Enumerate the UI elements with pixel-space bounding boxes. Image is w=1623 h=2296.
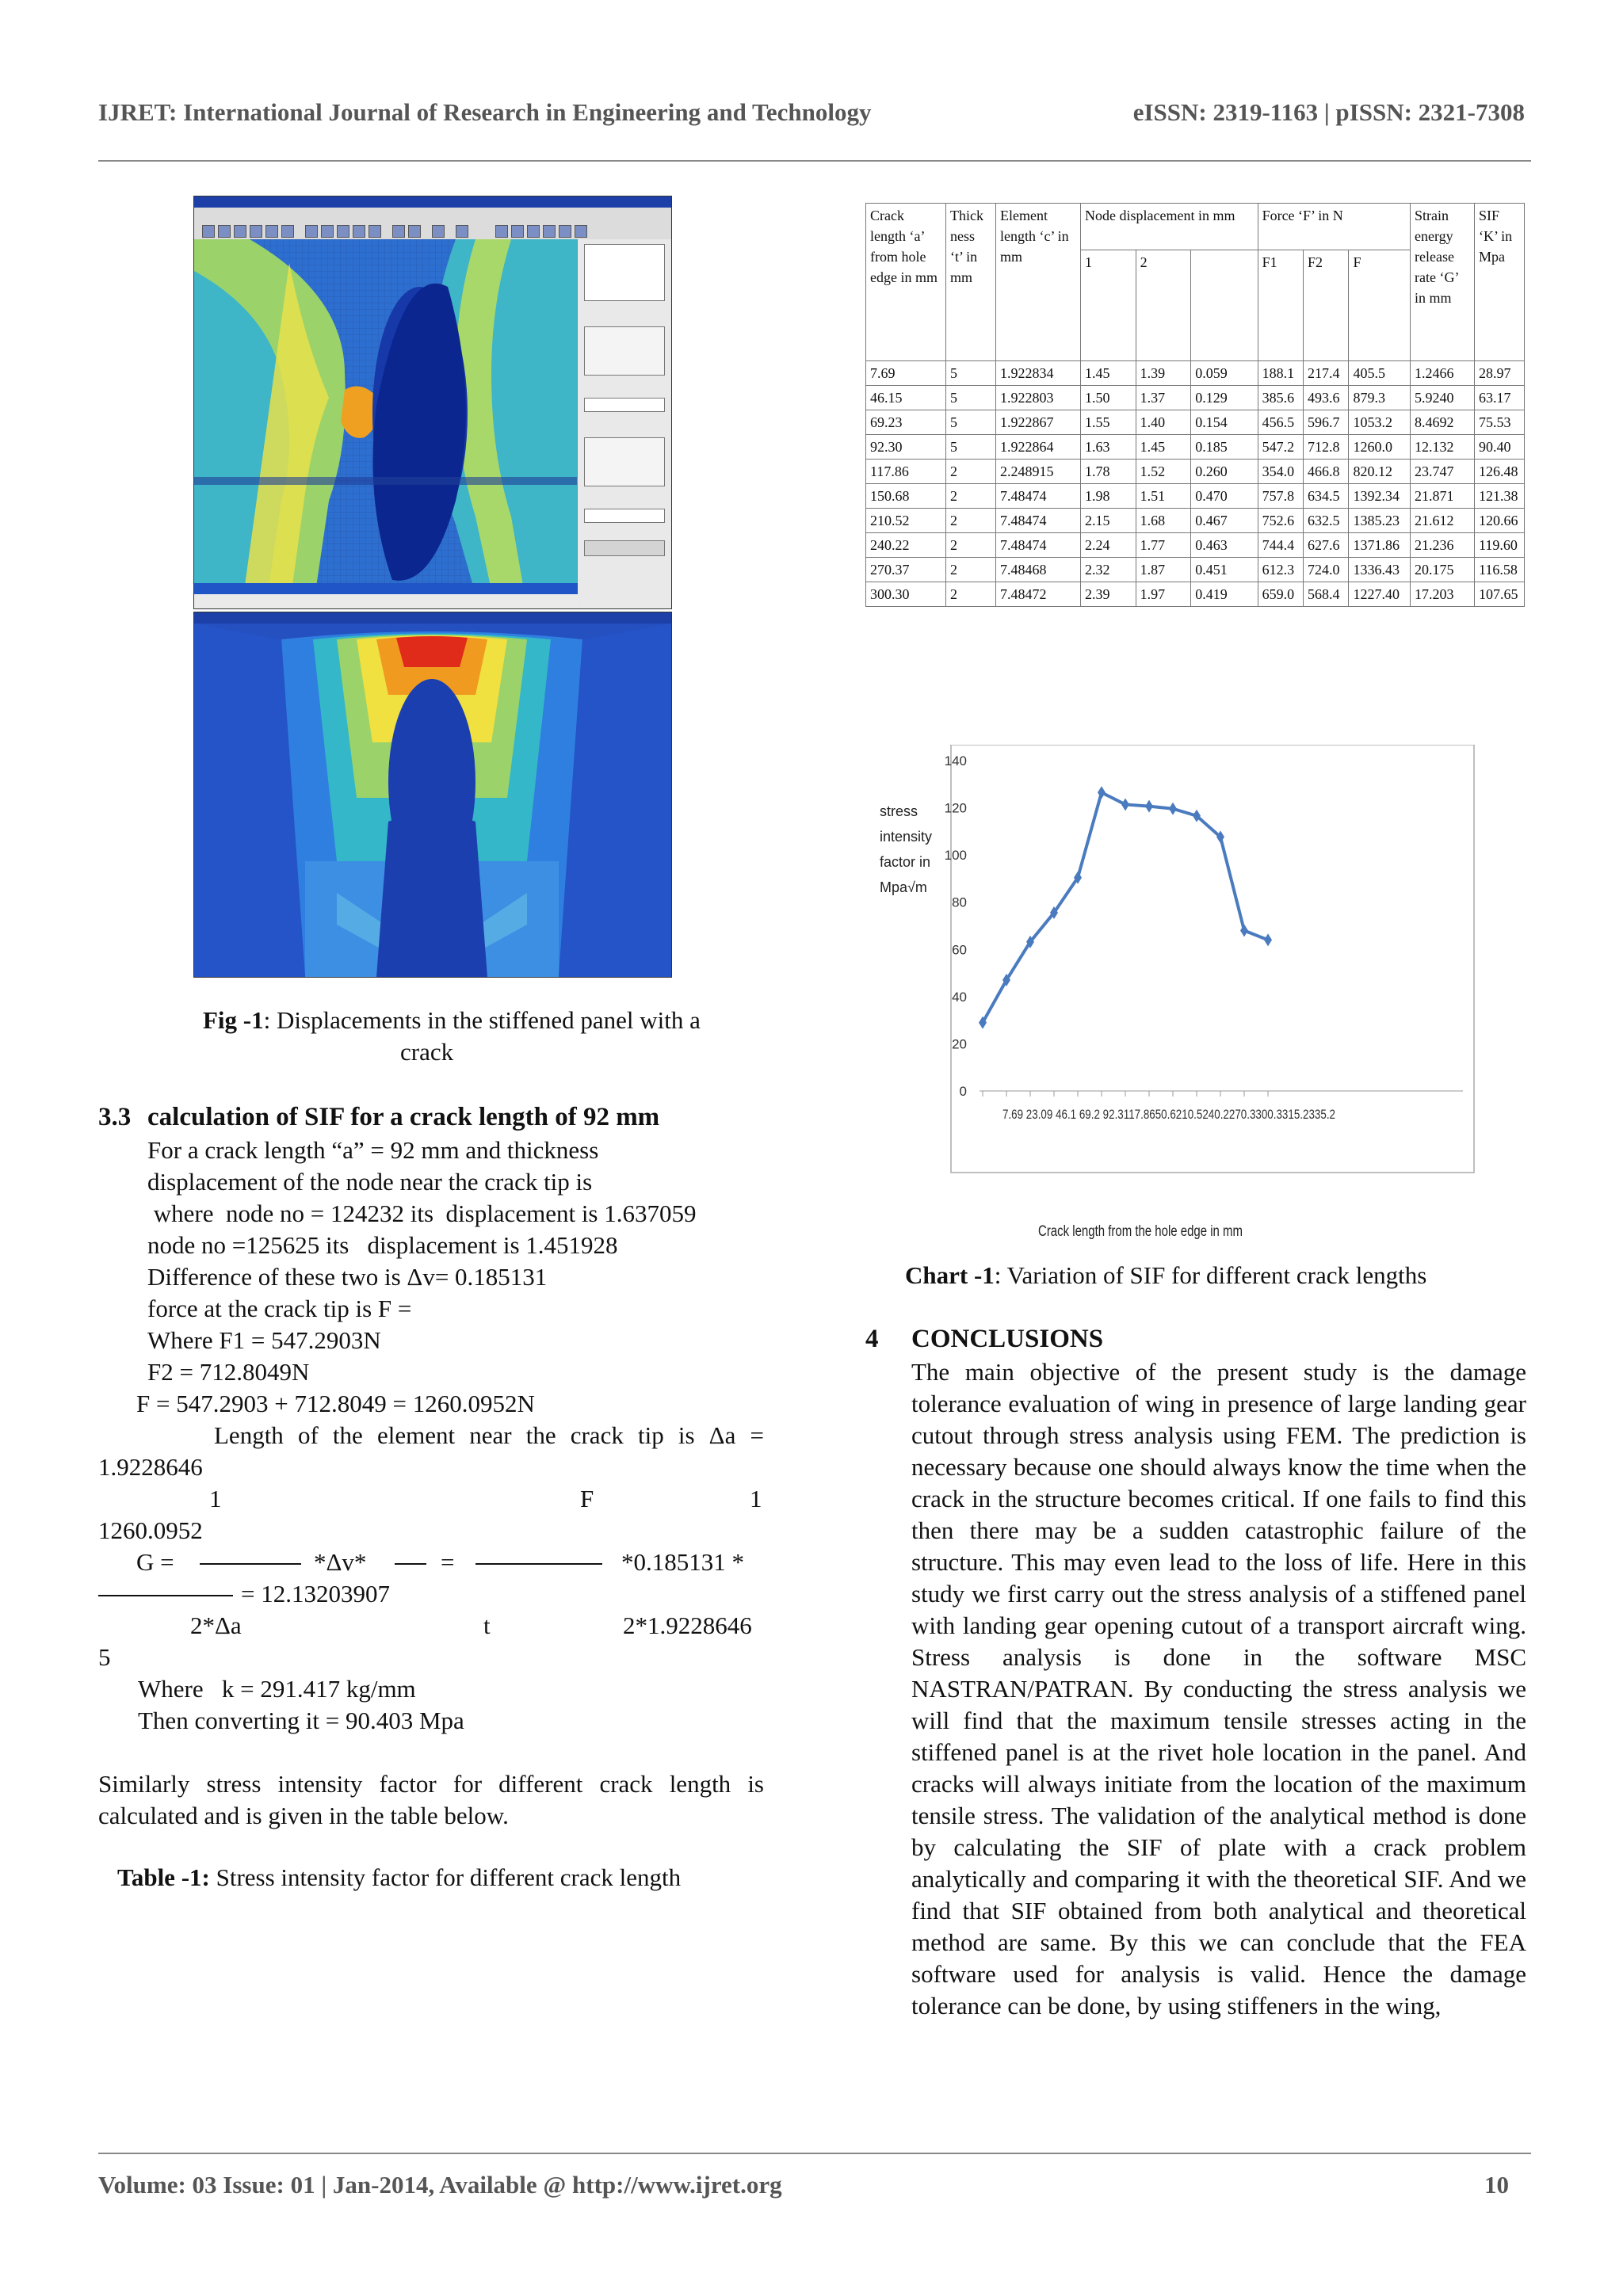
col-thickness: Thick ness ‘t’ in mm bbox=[946, 204, 996, 361]
table-cell: 300.30 bbox=[866, 582, 946, 607]
table-row bbox=[866, 361, 1525, 386]
col-sif: SIF ‘K’ in Mpa bbox=[1475, 204, 1525, 361]
sif-table bbox=[865, 203, 1525, 607]
chart-x-tick-labels: 7.69 23.09 46.1 69.2 92.3117.8650.6210.5240.2270.3300.3315.2335.2 bbox=[1002, 1107, 1335, 1122]
col-strain-energy: Strain energy release rate ‘G’ in mm bbox=[1411, 204, 1475, 361]
table-cell: 69.23 bbox=[866, 410, 946, 435]
table-cell: 596.7 bbox=[1304, 410, 1349, 435]
table-cell: 385.6 bbox=[1258, 386, 1303, 410]
table-cell: 7.48468 bbox=[996, 558, 1081, 582]
table-cell: 75.53 bbox=[1475, 410, 1525, 435]
eq-num-1b: 1 bbox=[750, 1485, 762, 1512]
table-cell: 2.24 bbox=[1081, 533, 1136, 558]
conclusions-number: 4 bbox=[865, 1325, 879, 1353]
chart-y-tick-label: 40 bbox=[952, 989, 967, 1005]
table-cell: 354.0 bbox=[1258, 460, 1303, 484]
table-cell: 1336.43 bbox=[1349, 558, 1411, 582]
table-cell: 12.132 bbox=[1411, 435, 1475, 460]
table-cell: 820.12 bbox=[1349, 460, 1411, 484]
table-cell: 752.6 bbox=[1258, 509, 1303, 533]
chart-y-label-line: factor in bbox=[880, 854, 931, 870]
chart-y-tick-label: 0 bbox=[959, 1084, 967, 1099]
chart-caption-text: : Variation of SIF for different crack lengths bbox=[994, 1261, 1427, 1289]
eq-den-3: 2*1.9228646 bbox=[623, 1611, 752, 1639]
s33-line-5: Difference of these two is Δv= 0.185131 bbox=[147, 1263, 548, 1291]
table-cell: 121.38 bbox=[1475, 484, 1525, 509]
chart-y-label-line: stress bbox=[880, 803, 918, 819]
table-cell: 2 bbox=[946, 558, 996, 582]
s33-line-2: displacement of the node near the crack tip is bbox=[147, 1168, 593, 1196]
table-row bbox=[866, 509, 1525, 533]
figure-caption-text: : Displacements in the stiffened panel with a bbox=[263, 1006, 701, 1034]
table-cell: 1.922864 bbox=[996, 435, 1081, 460]
section-title: calculation of SIF for a crack length of 92 mm bbox=[147, 1103, 660, 1131]
table-cell: 1.77 bbox=[1136, 533, 1191, 558]
s33-line-4: node no =125625 its displacement is 1.451928 bbox=[147, 1231, 618, 1259]
chart-y-tick-label: 80 bbox=[952, 894, 967, 910]
then-converting: Then converting it = 90.403 Mpa bbox=[138, 1707, 464, 1734]
table-cell: 0.185 bbox=[1191, 435, 1258, 460]
figure-caption-cont: crack bbox=[400, 1038, 454, 1066]
table-row bbox=[866, 582, 1525, 607]
table-cell: 5 bbox=[946, 435, 996, 460]
table-cell: 1371.86 bbox=[1349, 533, 1411, 558]
table-cell: 23.747 bbox=[1411, 460, 1475, 484]
table-cell: 712.8 bbox=[1304, 435, 1349, 460]
table-cell: 120.66 bbox=[1475, 509, 1525, 533]
s33-line-6: force at the crack tip is F = bbox=[147, 1295, 412, 1322]
table-cell: 1260.0 bbox=[1349, 435, 1411, 460]
table-cell: 0.463 bbox=[1191, 533, 1258, 558]
table-cell: 1385.23 bbox=[1349, 509, 1411, 533]
table-cell: 879.3 bbox=[1349, 386, 1411, 410]
table-cell: 1.87 bbox=[1136, 558, 1191, 582]
table-cell: 21.871 bbox=[1411, 484, 1475, 509]
table-cell: 456.5 bbox=[1258, 410, 1303, 435]
table-cell: 1.922803 bbox=[996, 386, 1081, 410]
sif-chart bbox=[880, 745, 1490, 1244]
table-cell: 1.68 bbox=[1136, 509, 1191, 533]
eq-fraction-bar-2 bbox=[395, 1563, 426, 1565]
s33-line-7: Where F1 = 547.2903N bbox=[147, 1326, 381, 1354]
table-cell: 2.39 bbox=[1081, 582, 1136, 607]
chart-caption bbox=[905, 1261, 1426, 1290]
issn: eISSN: 2319-1163 | pISSN: 2321-7308 bbox=[1132, 98, 1525, 126]
table-cell: 634.5 bbox=[1304, 484, 1349, 509]
similarly-paragraph: Similarly stress intensity factor for different crack length is calculated and is given in the table below. bbox=[98, 1770, 764, 1829]
s33-line-9: F = 547.2903 + 712.8049 = 1260.0952N bbox=[136, 1390, 535, 1417]
table-cell: 659.0 bbox=[1258, 582, 1303, 607]
table-cell: 547.2 bbox=[1258, 435, 1303, 460]
conclusions-title: CONCLUSIONS bbox=[911, 1325, 1104, 1353]
table-cell: 1.2466 bbox=[1411, 361, 1475, 386]
col-f2: F2 bbox=[1304, 250, 1349, 361]
table-row bbox=[866, 410, 1525, 435]
eq-fraction-bar-1 bbox=[200, 1563, 301, 1565]
fea-contour-mesh bbox=[194, 239, 578, 608]
table-cell: 150.68 bbox=[866, 484, 946, 509]
eq-den-2: t bbox=[483, 1611, 491, 1639]
table-cell: 107.65 bbox=[1475, 582, 1525, 607]
table-cell: 5 bbox=[946, 386, 996, 410]
table-cell: 466.8 bbox=[1304, 460, 1349, 484]
table-cell: 1.52 bbox=[1136, 460, 1191, 484]
table-cell: 28.97 bbox=[1475, 361, 1525, 386]
table-cell: 0.451 bbox=[1191, 558, 1258, 582]
table-cell: 217.4 bbox=[1304, 361, 1349, 386]
table-cell: 63.17 bbox=[1475, 386, 1525, 410]
eq-fraction-bar-3 bbox=[475, 1563, 602, 1565]
table-cell: 188.1 bbox=[1258, 361, 1303, 386]
table-cell: 0.129 bbox=[1191, 386, 1258, 410]
eq-result: = 12.13203907 bbox=[241, 1580, 390, 1608]
chart-y-tick-label: 120 bbox=[944, 800, 967, 816]
figure-caption bbox=[203, 1006, 773, 1035]
table-cell: 2.15 bbox=[1081, 509, 1136, 533]
table-cell: 46.15 bbox=[866, 386, 946, 410]
table-cell: 92.30 bbox=[866, 435, 946, 460]
table-cell: 632.5 bbox=[1304, 509, 1349, 533]
table-cell: 7.48474 bbox=[996, 533, 1081, 558]
chart-y-tick-label: 100 bbox=[944, 848, 967, 864]
table-cell: 1.51 bbox=[1136, 484, 1191, 509]
table-cell: 2 bbox=[946, 484, 996, 509]
fea-contour-displacement bbox=[194, 624, 671, 977]
table-caption-label: Table -1: bbox=[117, 1863, 210, 1891]
s33-line-3: where node no = 124232 its displacement is 1.637059 bbox=[147, 1199, 697, 1227]
where-k: Where k = 291.417 kg/mm bbox=[138, 1675, 416, 1703]
col-force: Force ‘F’ in N bbox=[1258, 204, 1410, 250]
header-rule bbox=[98, 160, 1531, 162]
table-caption-text: Stress intensity factor for different crack length bbox=[209, 1863, 682, 1891]
table-cell: 117.86 bbox=[866, 460, 946, 484]
table-cell: 1.37 bbox=[1136, 386, 1191, 410]
table-cell: 210.52 bbox=[866, 509, 946, 533]
table-cell: 1.55 bbox=[1081, 410, 1136, 435]
table-cell: 0.059 bbox=[1191, 361, 1258, 386]
table-cell: 1.922834 bbox=[996, 361, 1081, 386]
table-cell: 2.248915 bbox=[996, 460, 1081, 484]
table-cell: 1.45 bbox=[1136, 435, 1191, 460]
table-cell: 1.63 bbox=[1081, 435, 1136, 460]
table-row bbox=[866, 460, 1525, 484]
col-crack-length: Crack length ‘a’ from hole edge in mm bbox=[866, 204, 946, 361]
table-cell: 627.6 bbox=[1304, 533, 1349, 558]
table-cell: 1.40 bbox=[1136, 410, 1191, 435]
chart-y-tick-label: 20 bbox=[952, 1036, 967, 1052]
col-element-length: Element length ‘c’ in mm bbox=[996, 204, 1081, 361]
table-cell: 1.50 bbox=[1081, 386, 1136, 410]
journal-name: IJRET: International Journal of Research in Engineering and Technology bbox=[98, 98, 872, 126]
s33-line-8: F2 = 712.8049N bbox=[147, 1358, 310, 1386]
chart-y-label-line: intensity bbox=[880, 829, 933, 845]
table-cell: 17.203 bbox=[1411, 582, 1475, 607]
eq-val: 1260.0952 bbox=[98, 1516, 203, 1544]
table-cell: 1392.34 bbox=[1349, 484, 1411, 509]
chart-x-label: Crack length from the hole edge in mm bbox=[1038, 1223, 1243, 1240]
table-header-row bbox=[866, 204, 1525, 250]
footer-volume: Volume: 03 Issue: 01 | Jan-2014, Available @ http://www.ijret.org bbox=[98, 2171, 782, 2199]
table-cell: 7.48474 bbox=[996, 509, 1081, 533]
table-cell: 7.48474 bbox=[996, 484, 1081, 509]
table-cell: 0.154 bbox=[1191, 410, 1258, 435]
col-node-1: 1 bbox=[1081, 250, 1136, 361]
chart-y-label bbox=[880, 803, 932, 895]
table-cell: 612.3 bbox=[1258, 558, 1303, 582]
table-cell: 20.175 bbox=[1411, 558, 1475, 582]
s33-line-11: 1.9228646 bbox=[98, 1453, 203, 1481]
eq-num-1: 1 bbox=[209, 1485, 222, 1512]
table-row bbox=[866, 386, 1525, 410]
table-cell: 724.0 bbox=[1304, 558, 1349, 582]
s33-line-10: Length of the element near the crack tip is Δa = bbox=[214, 1421, 764, 1449]
eq-fraction-bar-4 bbox=[98, 1595, 233, 1596]
conclusions-text: The main objective of the present study is the damage tolerance evaluation of wing in presence of large landing gear cutout through stress analysis using FEM. The prediction is necessary because one should always know the time when the crack in the structure becomes critical. If one fails to find this then there may be a sudden catastrophic failure of the structure. This may even lead to the loss of life. Here in this study we first carry out the stress analysis of a stiffened panel with landing gear opening cutout of a transport aircraft wing. Stress analysis is done in the software MSC NASTRAN/PATRAN. By conducting the stress analysis we will find that the maximum tensile stresses acting in the stiffened panel is at the rivet hole location in the panel. And cracks will always initiate from the location of the maximum tensile stress. The validation of the analytical method is done by calculating the SIF of plate with a crack problem analytically and comparing it with the theoretical SIF. And we find that SIF obtained from both analytical and theoretical method are same. By this we can conclude that the FEA software used for analysis is valid. Hence the damage tolerance can be done, by using stiffeners in the wing, bbox=[911, 1358, 1526, 2019]
table-row bbox=[866, 558, 1525, 582]
table-cell: 8.4692 bbox=[1411, 410, 1475, 435]
table-row bbox=[866, 533, 1525, 558]
s33-line-1: For a crack length “a” = 92 mm and thickness bbox=[147, 1136, 599, 1164]
table-cell: 757.8 bbox=[1258, 484, 1303, 509]
fea-screenshot-mesh bbox=[193, 196, 672, 609]
table-cell: 1.98 bbox=[1081, 484, 1136, 509]
page-number: 10 bbox=[1484, 2171, 1509, 2199]
eq-five: 5 bbox=[98, 1643, 111, 1671]
table-cell: 90.40 bbox=[1475, 435, 1525, 460]
table-row bbox=[866, 435, 1525, 460]
table-cell: 0.260 bbox=[1191, 460, 1258, 484]
table-cell: 1.45 bbox=[1081, 361, 1136, 386]
table-cell: 0.470 bbox=[1191, 484, 1258, 509]
figure-caption-label: Fig -1 bbox=[203, 1006, 264, 1034]
chart-y-tick-label: 140 bbox=[944, 753, 967, 769]
table-cell: 568.4 bbox=[1304, 582, 1349, 607]
eq-tail: *0.185131 * bbox=[621, 1548, 744, 1576]
eq-dv: *Δv* bbox=[314, 1548, 367, 1576]
table-cell: 119.60 bbox=[1475, 533, 1525, 558]
table-cell: 7.69 bbox=[866, 361, 946, 386]
table-cell: 5 bbox=[946, 410, 996, 435]
chart-y-tick-label: 60 bbox=[952, 942, 967, 958]
table-row bbox=[866, 484, 1525, 509]
table-cell: 744.4 bbox=[1258, 533, 1303, 558]
table-cell: 116.58 bbox=[1475, 558, 1525, 582]
table-cell: 405.5 bbox=[1349, 361, 1411, 386]
eq-G: G = bbox=[136, 1548, 174, 1576]
table-cell: 21.612 bbox=[1411, 509, 1475, 533]
table-cell: 2 bbox=[946, 460, 996, 484]
eq-equals: = bbox=[441, 1548, 455, 1576]
table-cell: 1.78 bbox=[1081, 460, 1136, 484]
eq-den-1: 2*Δa bbox=[190, 1611, 242, 1639]
footer-rule bbox=[98, 2153, 1531, 2154]
table-cell: 1.97 bbox=[1136, 582, 1191, 607]
eq-num-F: F bbox=[580, 1485, 594, 1512]
col-f1: F1 bbox=[1258, 250, 1303, 361]
table-cell: 5 bbox=[946, 361, 996, 386]
table-cell: 270.37 bbox=[866, 558, 946, 582]
table-body bbox=[866, 361, 1525, 607]
fea-screenshot-contour bbox=[193, 612, 672, 978]
table-cell: 1.922867 bbox=[996, 410, 1081, 435]
table-cell: 2 bbox=[946, 509, 996, 533]
chart-y-label-line: Mpa√m bbox=[880, 879, 927, 895]
table-cell: 1.39 bbox=[1136, 361, 1191, 386]
col-node-diff bbox=[1191, 250, 1258, 361]
col-node-2: 2 bbox=[1136, 250, 1191, 361]
table-cell: 7.48472 bbox=[996, 582, 1081, 607]
table-cell: 240.22 bbox=[866, 533, 946, 558]
col-node-displacement: Node displacement in mm bbox=[1081, 204, 1258, 250]
table-cell: 1227.40 bbox=[1349, 582, 1411, 607]
table-cell: 0.467 bbox=[1191, 509, 1258, 533]
table-cell: 2.32 bbox=[1081, 558, 1136, 582]
table-cell: 2 bbox=[946, 582, 996, 607]
section-number: 3.3 bbox=[98, 1103, 132, 1131]
table-cell: 2 bbox=[946, 533, 996, 558]
chart-caption-label: Chart -1 bbox=[905, 1261, 995, 1289]
table-cell: 493.6 bbox=[1304, 386, 1349, 410]
col-f: F bbox=[1349, 250, 1411, 361]
table-caption bbox=[117, 1863, 681, 1892]
table-cell: 1053.2 bbox=[1349, 410, 1411, 435]
table-cell: 0.419 bbox=[1191, 582, 1258, 607]
table-cell: 126.48 bbox=[1475, 460, 1525, 484]
table-cell: 5.9240 bbox=[1411, 386, 1475, 410]
table-cell: 21.236 bbox=[1411, 533, 1475, 558]
